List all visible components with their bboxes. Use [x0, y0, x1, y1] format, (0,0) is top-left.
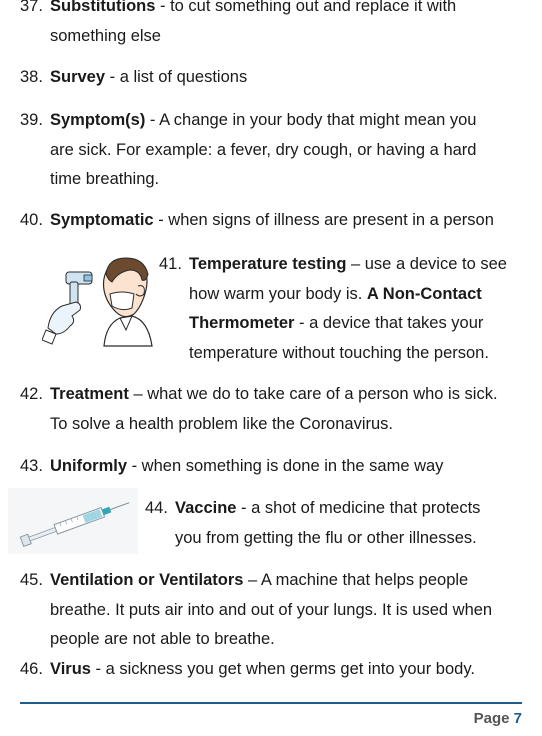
- glossary-entry-38: 38. Survey - a list of questions: [20, 68, 248, 86]
- glossary-entry-44: 44. Vaccine - a shot of medicine that protects you from getting the flu or other illnesses.: [145, 499, 481, 547]
- footer-divider: [20, 702, 522, 704]
- thermometer-testing-illustration: [42, 250, 154, 350]
- glossary-entry-40: 40. Symptomatic - when signs of illness are present in a person: [20, 211, 494, 229]
- glossary-entry-45: 45. Ventilation or Ventilators – A machine that helps people breathe. It puts air into and out of your lungs. It is used when people are not able to breathe.: [20, 571, 493, 648]
- glossary-entry-42: 42. Treatment – what we do to take care of a person who is sick. To solve a health problem like the Coronavirus.: [20, 385, 498, 433]
- glossary-entry-41: 41. Temperature testing – use a device to see how warm your body is. A Non-Contact Thermometer - a device that takes your temperature without touching the person.: [159, 255, 507, 362]
- glossary-entry-43: 43. Uniformly - when something is done in the same way: [20, 457, 444, 475]
- glossary-entry-39: 39. Symptom(s) - A change in your body that might mean you are sick. For example: a fever, dry cough, or having a hard time breathing.: [20, 111, 477, 188]
- page-number: Page 7: [473, 710, 522, 727]
- glossary-entry-37: 37. Substitutions - to cut something out and replace it with something else: [20, 0, 457, 45]
- glossary-entry-46: 46. Virus - a sickness you get when germs get into your body.: [20, 660, 475, 678]
- syringe-illustration: [8, 488, 138, 554]
